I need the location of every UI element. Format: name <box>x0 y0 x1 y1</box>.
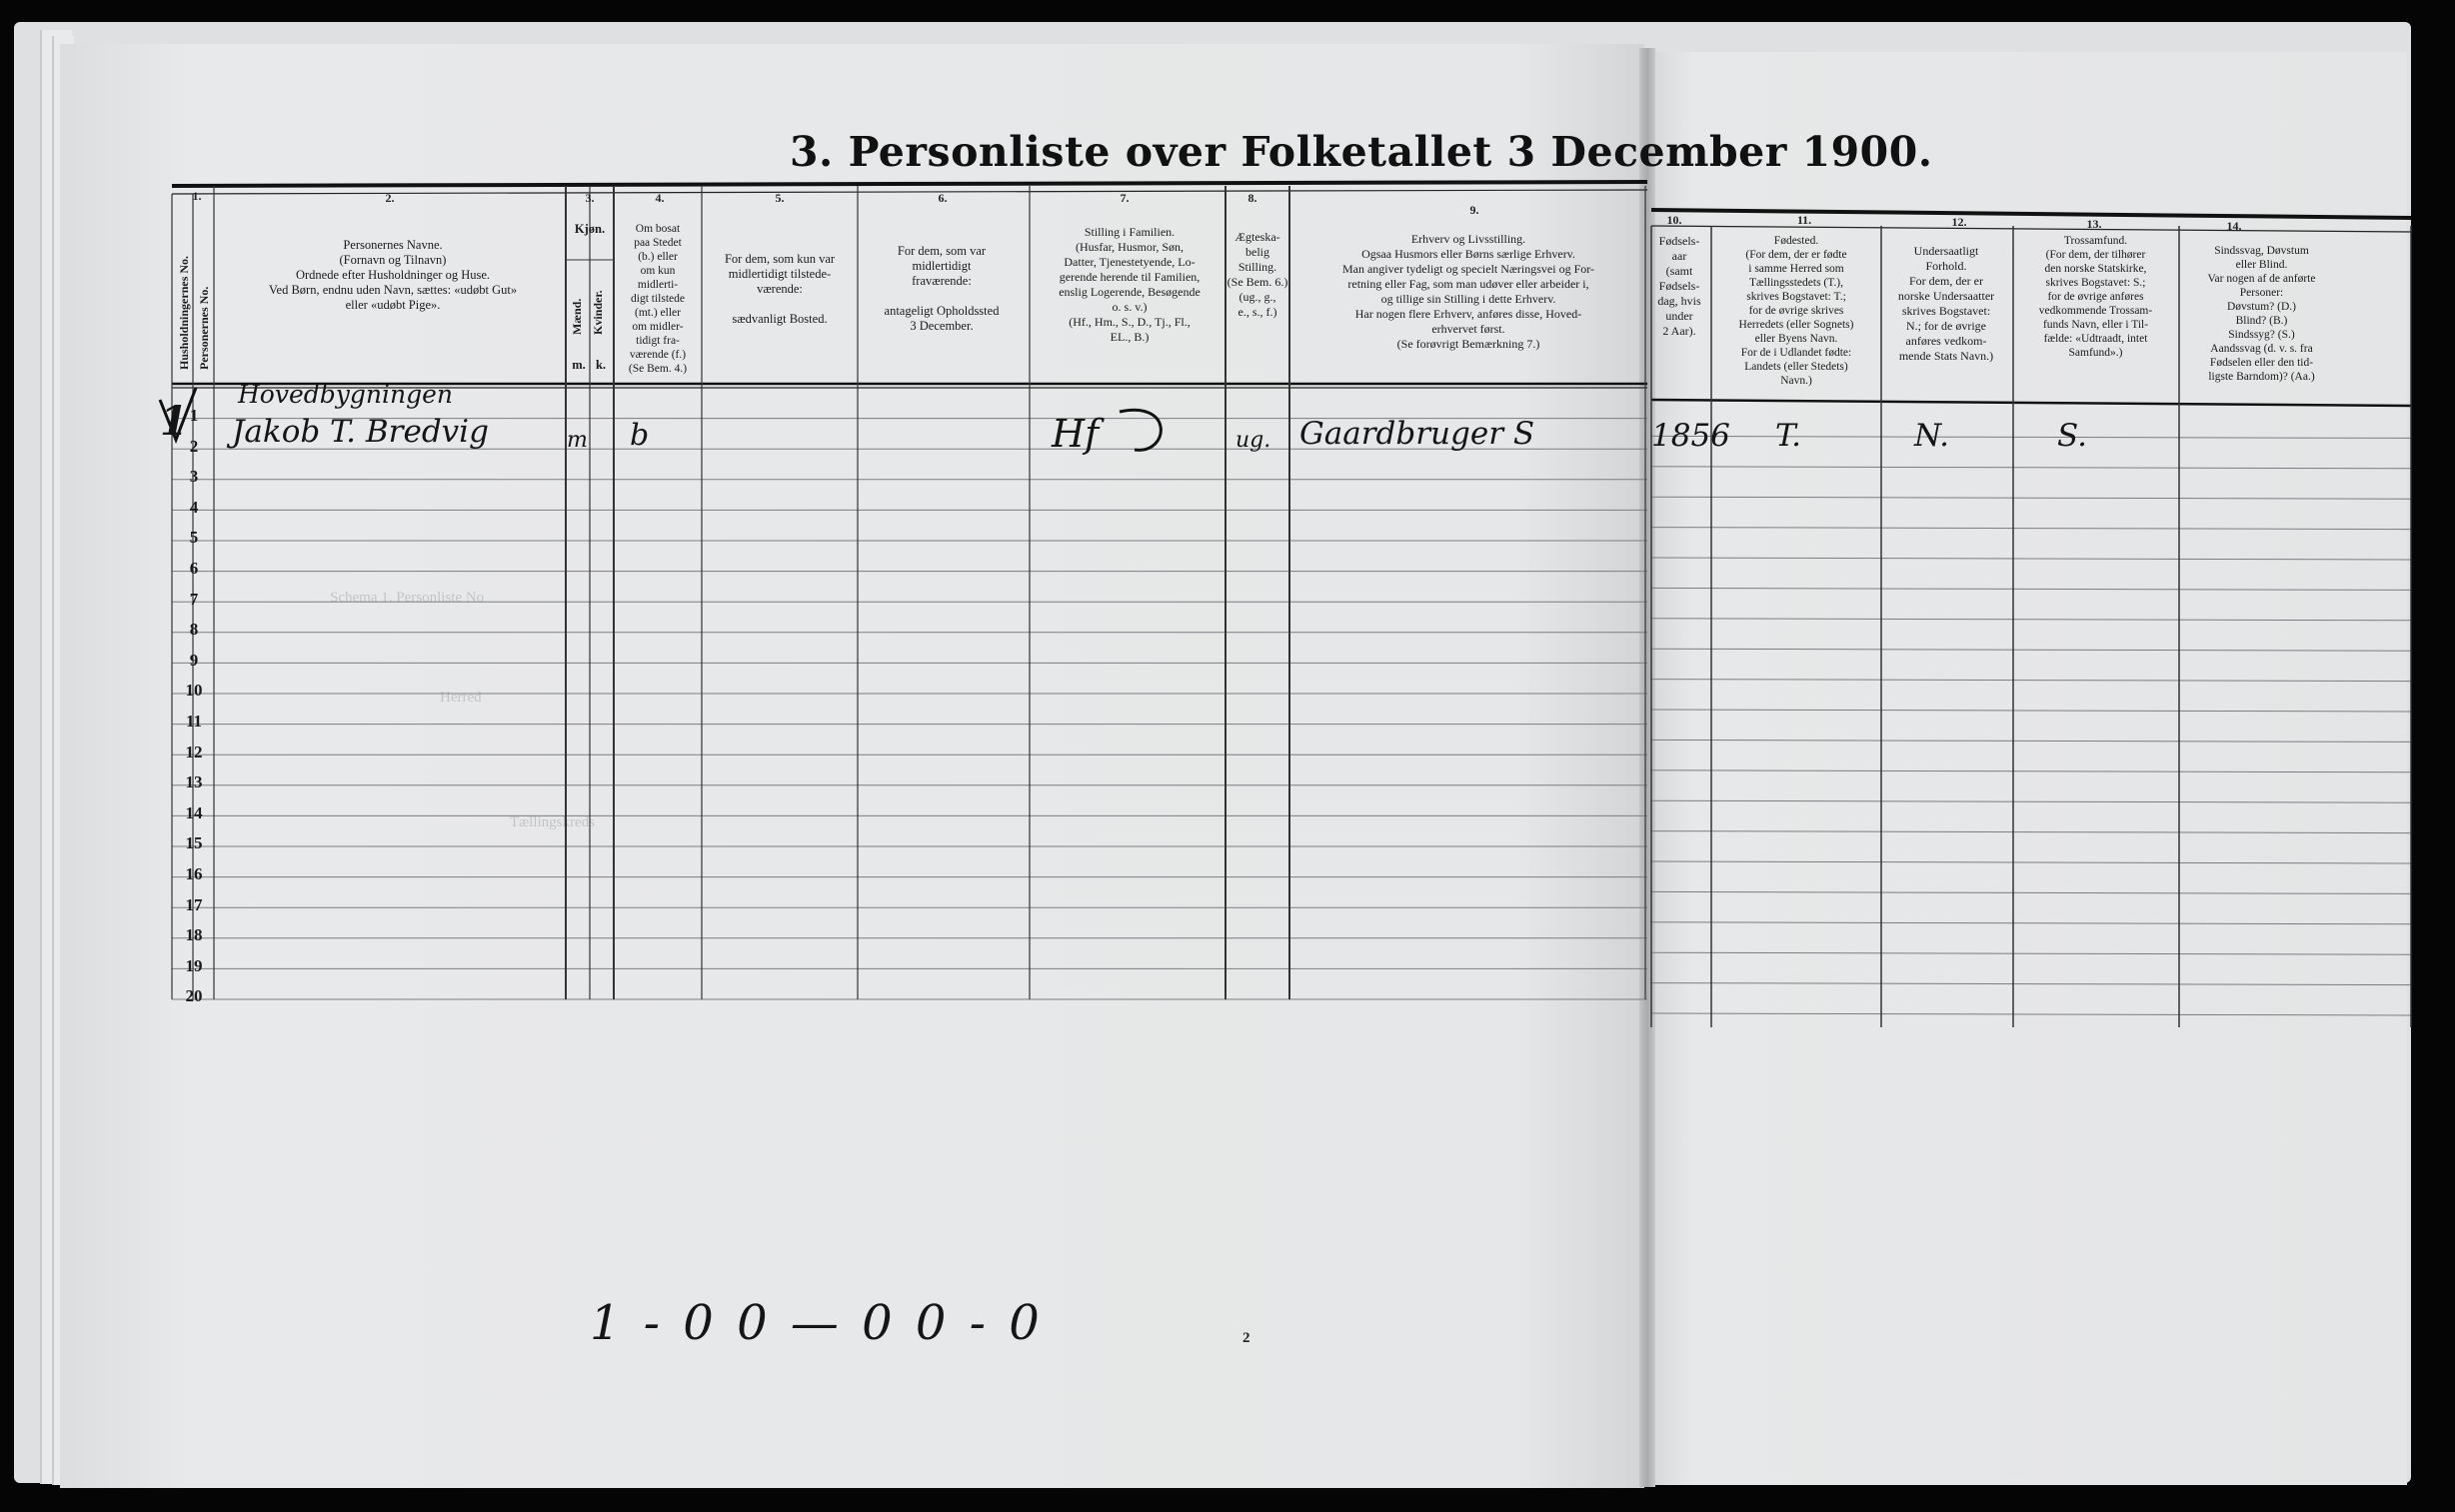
row-number: 1 <box>189 406 199 425</box>
row-line <box>1651 436 2411 438</box>
header-person-no: Personernes No. <box>197 286 211 370</box>
row-line <box>1651 1013 2411 1015</box>
header-rule <box>1651 400 2411 406</box>
handwritten-flourish <box>1120 410 1161 450</box>
header-temporary-location: For dem, som var midlertidigt fraværende: antageligt Opholdssted 3 December. <box>884 244 1000 333</box>
handwritten-sex: m <box>567 428 588 453</box>
row-number: 7 <box>189 589 199 609</box>
row-number: 4 <box>189 497 199 517</box>
bleed-text: Herred <box>440 690 482 706</box>
row-line <box>1651 467 2411 469</box>
header-faith: Trossamfund. (For dem, der tilhører den norske Statskirke, skrives Bogstavet: S.; for de øvrige anføres vedkommende Trossam- funds Navn, eller i Til- fælde: «Udtraadt, intet Samfund».) <box>2038 235 2153 359</box>
row-line <box>1651 528 2411 530</box>
header-occupation: Erhverv og Livsstilling. Ogsaa Husmors eller Børns særlige Erhverv. Man angiver tydeligt og specielt Næringsvei og For- retning eller Fag, som man udøver eller arbeider i, og tillige sin Stilling i dette Erhverv. Har nogen flere Erhverv, anføres disse, Hoved- erhvervet først. (Se forøvrigt Bemærkning 7.) <box>1341 232 1595 351</box>
column-number: 10. <box>1666 213 1682 227</box>
row-number: 12 <box>185 742 203 761</box>
header-k: k. <box>595 358 607 372</box>
header-men: Mænd. <box>570 298 584 335</box>
row-line <box>1651 588 2411 590</box>
header-citizenship: Undersaatligt Forhold. For dem, der er norske Undersaatter skrives Bogstavet: N.; for de øvrige anføres vedkom- mende Stats Navn.) <box>1897 244 1995 363</box>
row-line <box>1651 831 2411 833</box>
row-line <box>1651 619 2411 621</box>
header-residence: Om bosat paa Stedet (b.) eller om kun midlerti- digt tilstede (mt.) eller om midler- tidigt fra- værende (f.) (Se Bem. 4.) <box>628 223 688 375</box>
row-line <box>1651 770 2411 772</box>
row-number: 2 <box>189 436 199 456</box>
column-number: 5. <box>775 191 785 205</box>
row-number: 18 <box>185 925 203 945</box>
row-line <box>1651 649 2411 651</box>
header-women: Kvinder. <box>591 290 605 335</box>
header-disability: Sindssvag, Døvstum eller Blind. Var nogen af de anførte Personer: Døvstum? (D.) Blind? (B.) Sindssyg? (S.) Aandssvag (d. v. s. fra Fødselen eller den tid- ligste Barndom)? (Aa.) <box>2207 245 2316 383</box>
handwritten-residence: b <box>630 418 650 453</box>
row-line <box>1651 497 2411 499</box>
row-line <box>1651 922 2411 924</box>
row-number: 13 <box>185 772 203 792</box>
header-names: Personernes Navne. (Fornavn og Tilnavn) Ordnede efter Husholdninger og Huse. Ved Børn, endnu uden Navn, sættes: «udøbt Gut» eller «udøbt Pige». <box>268 238 518 312</box>
column-number: 9. <box>1469 203 1479 217</box>
handwritten-name: Jakob T. Bredvig <box>232 414 489 450</box>
row-number: 17 <box>185 894 203 914</box>
row-number: 10 <box>185 681 203 701</box>
row-line <box>1651 983 2411 985</box>
header-sex: Kjøn. <box>574 222 606 236</box>
handwritten-faith: S. <box>2057 418 2087 454</box>
page-number: 2 <box>1242 1330 1250 1346</box>
row-line <box>1651 800 2411 802</box>
handwritten-household-no: 1 <box>160 398 188 445</box>
header-household-no: Husholdningernes No. <box>177 255 191 370</box>
column-number: 4. <box>655 191 665 205</box>
row-number: 19 <box>185 955 203 975</box>
column-number: 3. <box>585 191 595 205</box>
handwritten-citizenship: N. <box>1914 418 1949 454</box>
bleed-text: Schema 1. Personliste No <box>330 590 485 606</box>
header-usual-residence: For dem, som kun var midlertidigt tilstede- værende: sædvanligt Bosted. <box>724 252 836 326</box>
header-birth-year: Fødsels- aar (samt Fødsels- dag, hvis under 2 Aar). <box>1657 234 1701 338</box>
bleed-text: Tællingskreds <box>510 814 595 830</box>
row-number: 11 <box>185 712 203 731</box>
handwritten-occupation: Gaardbruger S <box>1299 416 1535 452</box>
handwritten-bottom-tally: 1 - 0 0 — 0 0 - 0 <box>590 1295 1044 1351</box>
column-number: 7. <box>1120 191 1130 205</box>
header-marital-status: Ægteska- belig Stilling. (Se Bem. 6.) (ug., g., e., s., f.) <box>1227 230 1288 319</box>
handwritten-family-position: Hf <box>1052 412 1100 456</box>
row-line <box>1651 861 2411 863</box>
header-birthplace: Fødested. (For dem, der er fødte i samme Herred som Tællingsstedets (T.), skrives Bogstavet: T.; for de øvrige skrives Herredets (eller Sognets) eller Byens Navn. For de i Udlandet fødte: Landets (eller Stedets) Navn.) <box>1738 235 1854 387</box>
handwritten-birthplace: T. <box>1775 418 1801 454</box>
column-number: 14. <box>2226 219 2242 233</box>
row-line <box>1651 891 2411 893</box>
header-family-position: Stilling i Familien. (Husfar, Husmor, Søn, Datter, Tjenestetyende, Lo- gerende herende til Familien, enslig Logerende, Besøgende o. s. v.) (Hf., Hm., S., D., Tj., Fl., EL., B.) <box>1059 225 1201 344</box>
row-number: 14 <box>185 802 203 822</box>
row-line <box>1651 710 2411 712</box>
page-title: 3. Personliste over Folketallet 3 December 1900. <box>790 128 1933 176</box>
header-m: m. <box>572 358 586 372</box>
column-number: 11. <box>1796 213 1812 227</box>
top-rule <box>1651 210 2411 218</box>
handwritten-section-heading: Hovedbygningen <box>238 380 454 409</box>
row-number: 16 <box>185 864 203 883</box>
column-number: 6. <box>938 191 948 205</box>
column-number: 12. <box>1951 215 1967 229</box>
row-line <box>1651 740 2411 742</box>
row-number: 3 <box>189 467 199 487</box>
row-number: 15 <box>185 833 203 853</box>
row-number: 5 <box>189 528 199 548</box>
column-number: 1. <box>192 189 202 203</box>
column-number: 2. <box>385 191 395 205</box>
column-number: 8. <box>1247 191 1257 205</box>
top-rule <box>1651 226 2411 232</box>
handwritten-marital: ug. <box>1235 428 1271 453</box>
handwritten-birth-year: 1856 <box>1651 418 1730 454</box>
column-number: 13. <box>2086 217 2102 231</box>
row-line <box>1651 558 2411 560</box>
row-number: 20 <box>185 986 203 1006</box>
top-rule <box>172 182 1647 186</box>
row-line <box>1651 952 2411 954</box>
row-number: 6 <box>189 559 199 578</box>
row-line <box>1651 680 2411 682</box>
row-number: 8 <box>189 620 199 640</box>
row-number: 9 <box>189 650 199 670</box>
